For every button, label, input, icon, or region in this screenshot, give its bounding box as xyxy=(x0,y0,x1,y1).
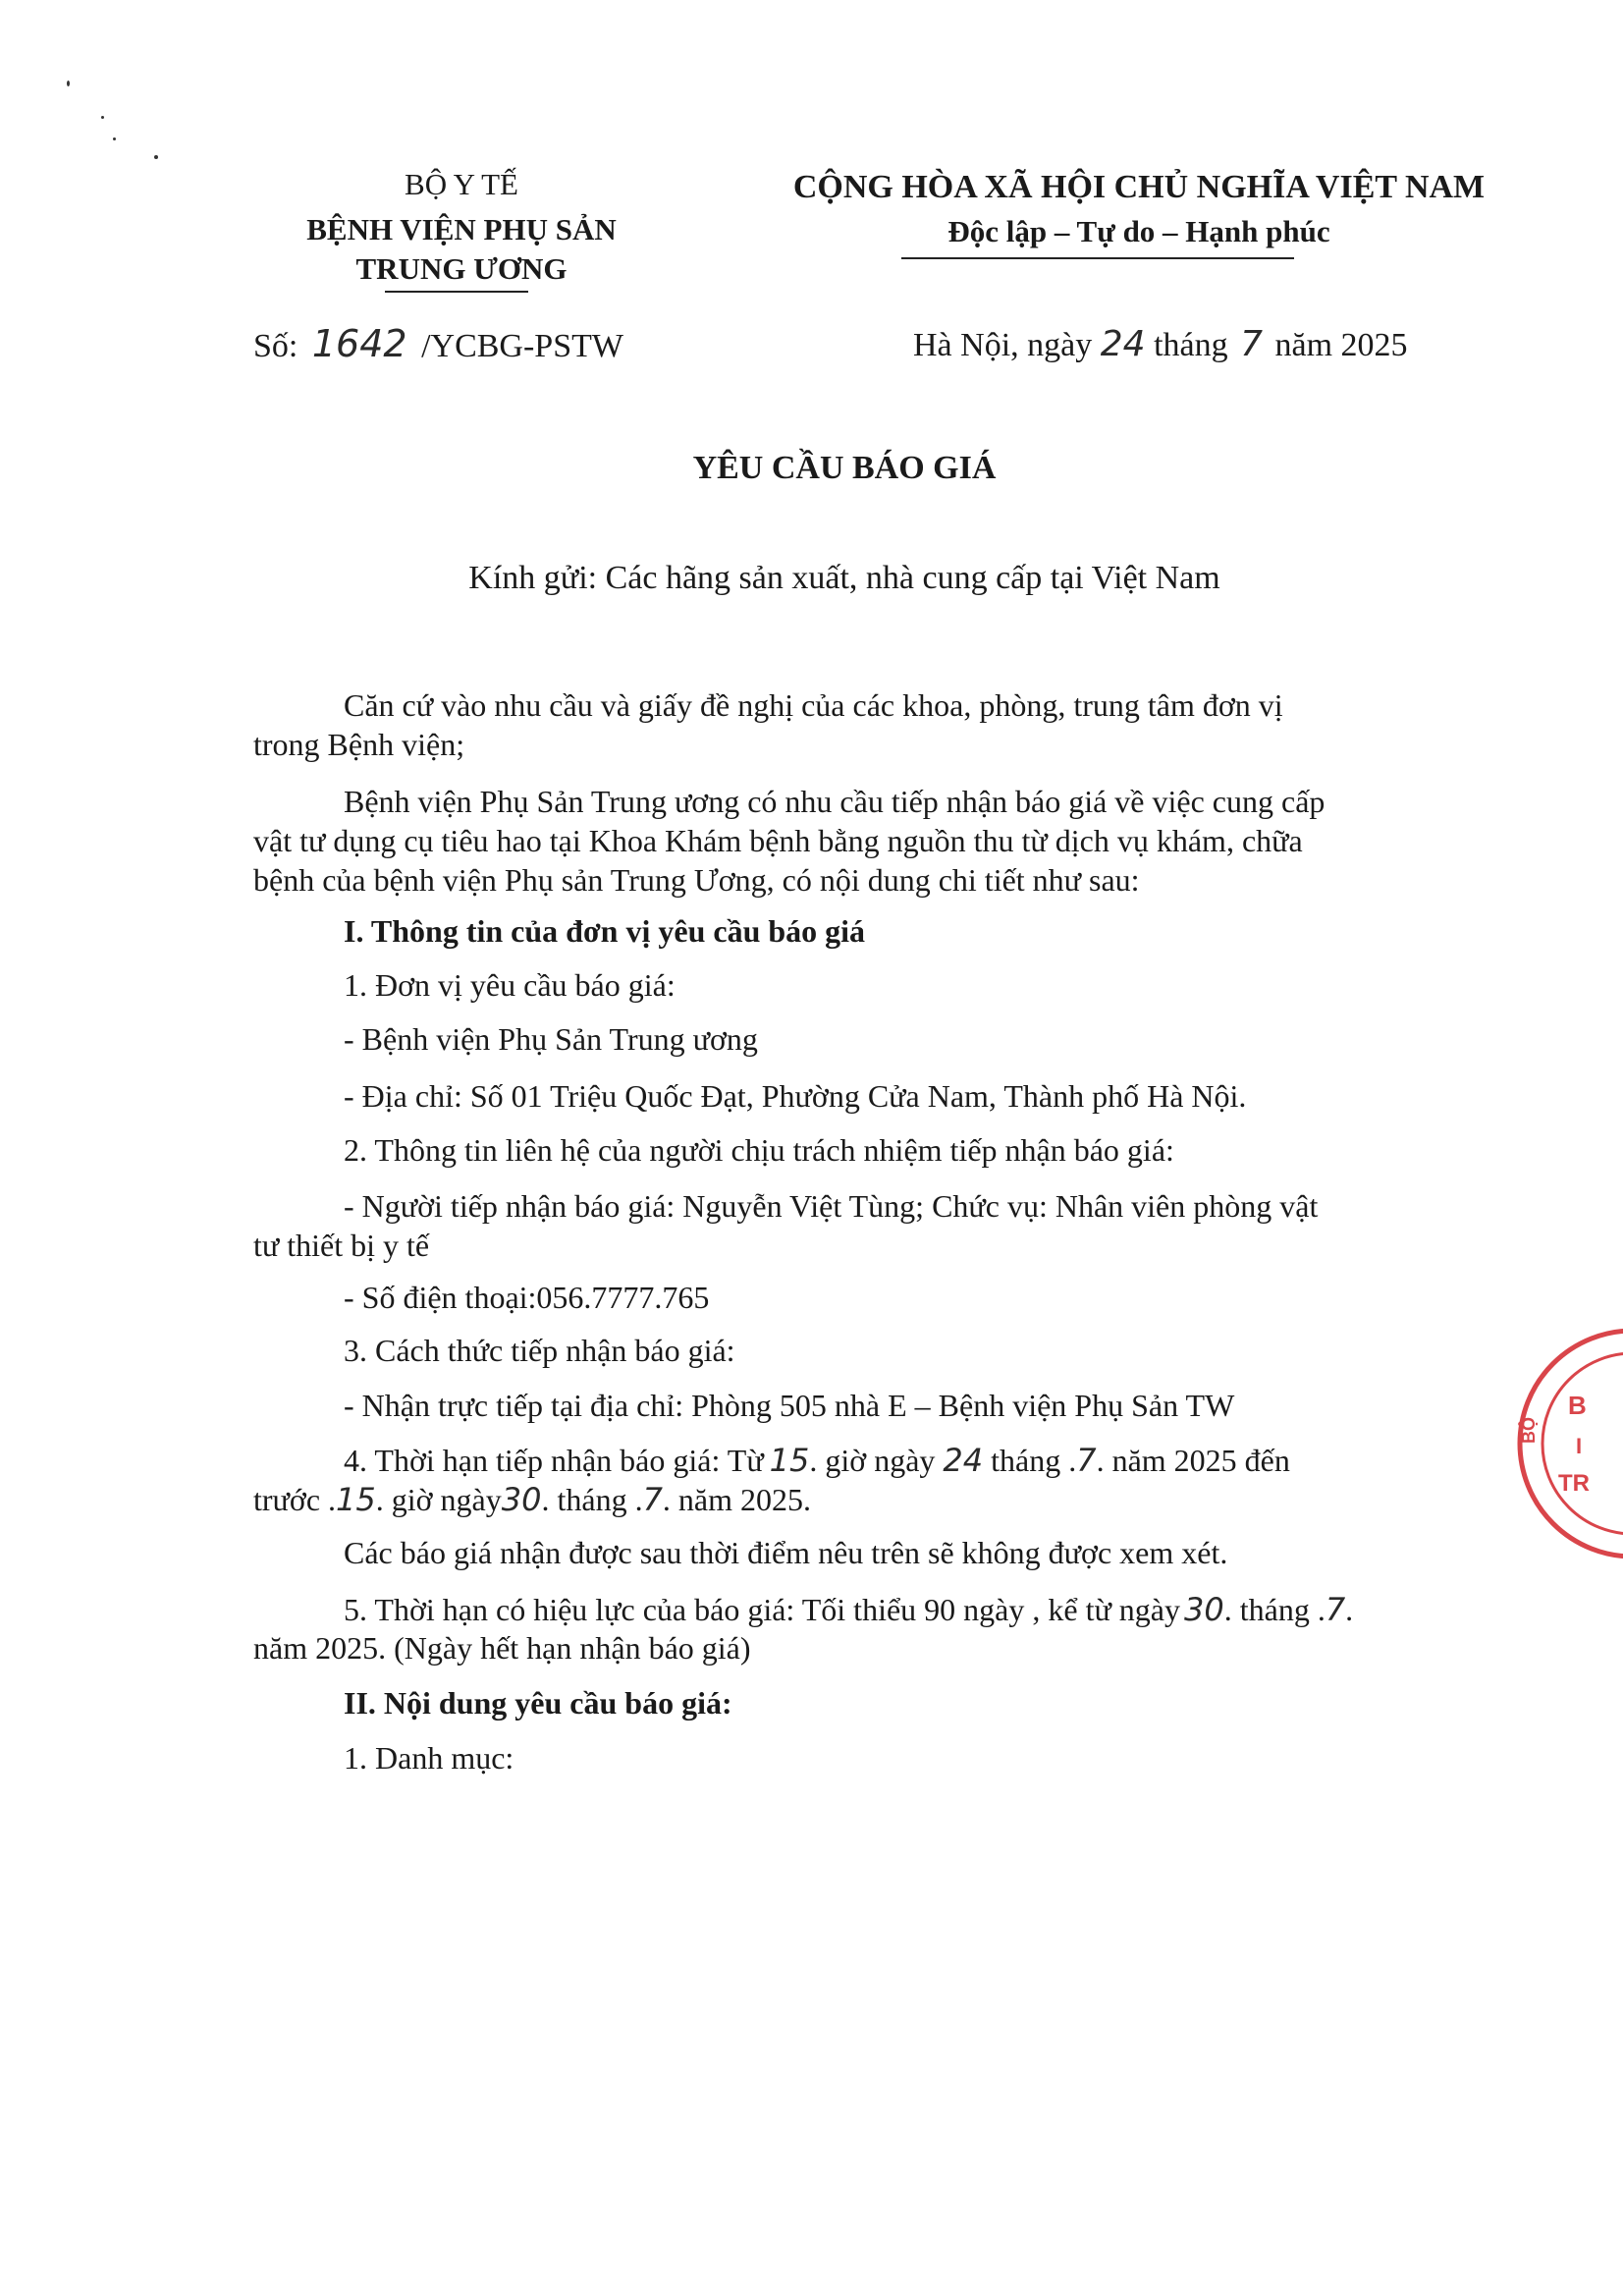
scan-speck xyxy=(101,116,104,119)
stamp-letter: I xyxy=(1576,1434,1583,1458)
scan-speck xyxy=(154,155,158,159)
document-number xyxy=(253,322,623,365)
unit-address: - Địa chỉ: Số 01 Triệu Quốc Đạt, Phường Cửa Nam, Thành phố Hà Nội. xyxy=(344,1078,1247,1114)
stamp-letter: TR xyxy=(1558,1470,1590,1497)
number-suffix: /YCBG-PSTW xyxy=(421,328,623,364)
date-year: năm 2025 xyxy=(1274,327,1408,363)
scan-speck xyxy=(113,137,116,140)
scan-speck xyxy=(67,81,70,86)
item-5-line1 xyxy=(344,1591,1353,1628)
section-2-item-1: 1. Danh mục: xyxy=(344,1740,514,1776)
item-4-line1 xyxy=(344,1442,1290,1479)
item-5-text: . tháng . xyxy=(1223,1592,1325,1627)
item-1: 1. Đơn vị yêu cầu báo giá: xyxy=(344,967,676,1003)
recipient-line: Kính gửi: Các hãng sản xuất, nhà cung cấp tại Việt Nam xyxy=(468,560,1220,596)
date-place: Hà Nội, ngày xyxy=(913,327,1093,363)
paragraph-2-line2: vật tư dụng cụ tiêu hao tại Khoa Khám bệnh bằng nguồn thu từ dịch vụ khám, chữa xyxy=(253,823,1303,858)
receiving-method: - Nhận trực tiếp tại địa chỉ: Phòng 505 nhà E – Bệnh viện Phụ Sản TW xyxy=(344,1388,1235,1423)
item-4-text: . năm 2025 đến xyxy=(1096,1443,1290,1478)
country-name: CỘNG HÒA XÃ HỘI CHỦ NGHĨA VIỆT NAM xyxy=(792,169,1486,205)
red-stamp xyxy=(1517,1296,1623,1591)
paragraph-2-line3: bệnh của bệnh viện Phụ sản Trung Ương, có nội dung chi tiết như sau: xyxy=(253,862,1140,898)
deadline-note: Các báo giá nhận được sau thời điểm nêu trên sẽ không được xem xét. xyxy=(344,1535,1228,1570)
handwritten-day: 30 xyxy=(501,1481,542,1518)
section-1-heading: I. Thông tin của đơn vị yêu cầu báo giá xyxy=(344,913,866,949)
item-3: 3. Cách thức tiếp nhận báo giá: xyxy=(344,1333,735,1368)
handwritten-day: 30 xyxy=(1184,1591,1224,1628)
handwritten-month: 7 xyxy=(642,1481,663,1518)
item-4-line2 xyxy=(253,1481,811,1518)
item-4-text: tháng . xyxy=(991,1443,1077,1478)
handwritten-month: 7 xyxy=(1076,1442,1097,1479)
receiver-line1: - Người tiếp nhận báo giá: Nguyễn Việt Tùng; Chức vụ: Nhân viên phòng vật xyxy=(344,1188,1319,1224)
hospital-name-line1: BỆNH VIỆN PHỤ SẢN xyxy=(306,212,617,246)
number-prefix: Số: xyxy=(253,328,298,364)
date-day-handwritten: 24 xyxy=(1100,324,1146,364)
item-4-text: . tháng . xyxy=(541,1482,643,1517)
document-date xyxy=(913,324,1408,364)
header-left-underline xyxy=(385,291,528,293)
item-4-text: 4. Thời hạn tiếp nhận báo giá: Từ xyxy=(344,1443,764,1478)
item-2: 2. Thông tin liên hệ của người chịu trách nhiệm tiếp nhận báo giá: xyxy=(344,1132,1174,1168)
number-handwritten: 1642 xyxy=(311,322,407,365)
item-5-text: 5. Thời hạn có hiệu lực của báo giá: Tối thiểu 90 ngày , kể từ ngày xyxy=(344,1592,1180,1627)
section-2-heading: II. Nội dung yêu cầu báo giá: xyxy=(344,1685,732,1721)
handwritten-hour: 15 xyxy=(769,1442,810,1479)
document-title: YÊU CẦU BÁO GIÁ xyxy=(692,450,997,486)
date-month-handwritten: 7 xyxy=(1240,324,1264,364)
handwritten-day: 24 xyxy=(943,1442,984,1479)
item-5-text: . xyxy=(1345,1592,1354,1627)
national-motto: Độc lập – Tự do – Hạnh phúc xyxy=(947,214,1330,248)
item-4-text: trước . xyxy=(253,1482,337,1517)
stamp-inner-ring xyxy=(1542,1353,1623,1534)
motto-underline xyxy=(901,257,1294,259)
requesting-unit: - Bệnh viện Phụ Sản Trung ương xyxy=(344,1021,758,1057)
date-month-label: tháng xyxy=(1154,327,1228,363)
paragraph-2-line1: Bệnh viện Phụ Sản Trung ương có nhu cầu tiếp nhận báo giá về việc cung cấp xyxy=(344,784,1325,819)
item-4-text: . giờ ngày xyxy=(375,1482,502,1517)
paragraph-1-line1: Căn cứ vào nhu cầu và giấy đề nghị của các khoa, phòng, trung tâm đơn vị xyxy=(344,687,1283,723)
handwritten-hour: 15 xyxy=(336,1481,376,1518)
phone-number: - Số điện thoại:056.7777.765 xyxy=(344,1280,710,1315)
receiver-line2: tư thiết bị y tế xyxy=(253,1228,430,1263)
item-5-line2: năm 2025. (Ngày hết hạn nhận báo giá) xyxy=(253,1630,751,1666)
paragraph-1-line2: trong Bệnh viện; xyxy=(253,727,465,762)
hospital-name-line2: TRUNG ƯƠNG xyxy=(355,251,568,286)
stamp-letter: B xyxy=(1568,1391,1587,1420)
item-4-text: . năm 2025. xyxy=(662,1482,812,1517)
stamp-letter: BỘ xyxy=(1519,1417,1539,1444)
item-4-text: . giờ ngày xyxy=(809,1443,936,1478)
ministry-name: BỘ Y TẾ xyxy=(405,167,518,201)
handwritten-month: 7 xyxy=(1325,1591,1346,1628)
